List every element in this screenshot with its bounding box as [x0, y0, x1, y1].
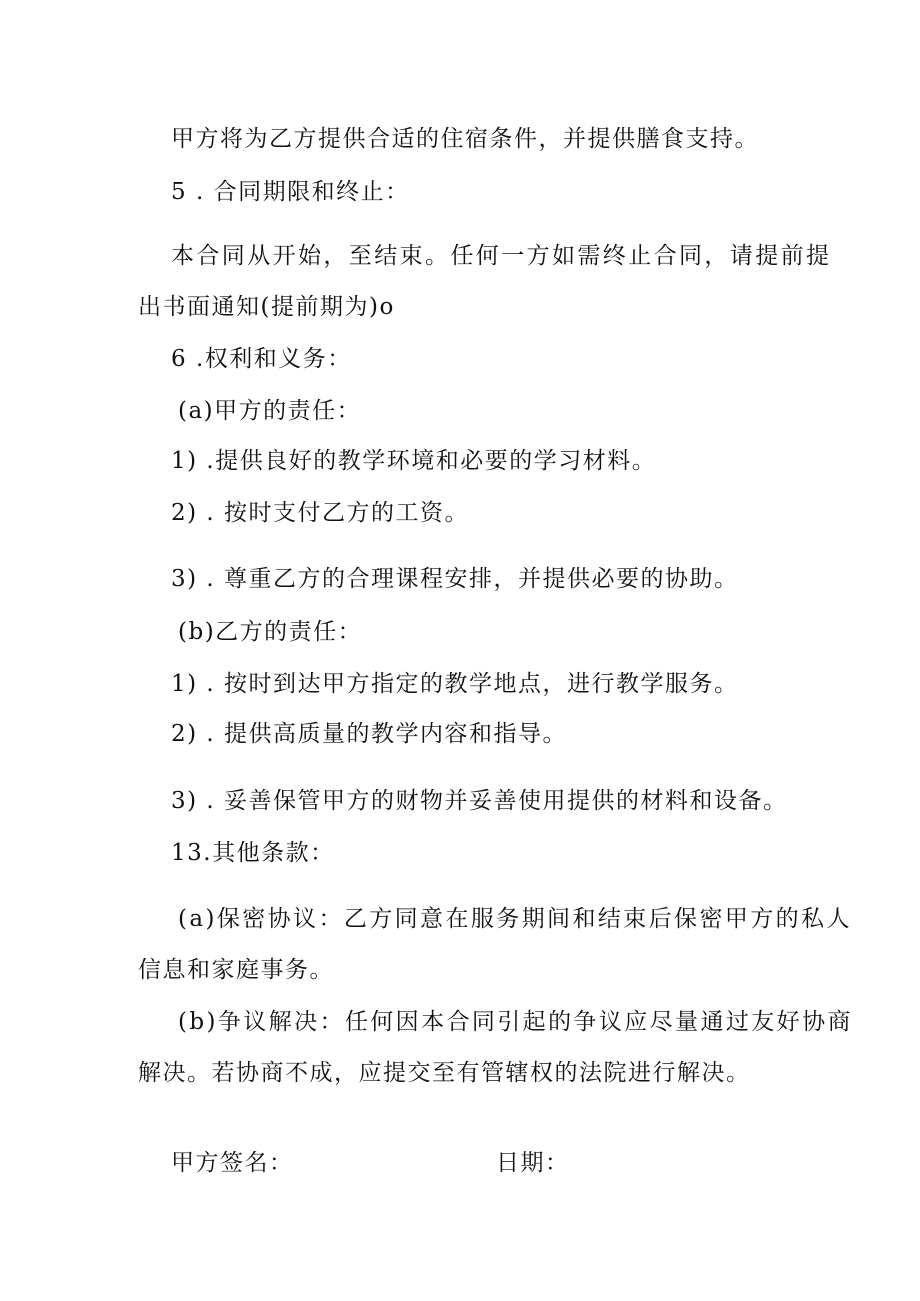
heading-contract-term: 5 . 合同期限和终止：	[171, 179, 410, 205]
list-item-a-3: 3) . 尊重乙方的合理课程安排，并提供必要的协助。	[171, 566, 739, 592]
paragraph-confidentiality-line-2: 信息和家庭事务。	[138, 957, 334, 983]
paragraph-dispute-line-1: (b)争议解决：任何因本合同引起的争议应尽量通过友好协商	[178, 1009, 853, 1035]
list-item-b-1: 1) . 按时到达甲方指定的教学地点，进行教学服务。	[171, 671, 739, 697]
paragraph-confidentiality-line-1: (a)保密协议：乙方同意在服务期间和结束后保密甲方的私人	[178, 906, 852, 932]
party-a-signature-label: 甲方签名：	[171, 1150, 294, 1176]
list-item-a-1: 1) .提供良好的教学环境和必要的学习材料。	[171, 448, 657, 474]
paragraph-dispute-line-2: 解决。若协商不成，应提交至有管辖权的法院进行解决。	[138, 1060, 751, 1086]
list-item-b-2: 2) . 提供高质量的教学内容和指导。	[171, 721, 568, 747]
list-item-a-2: 2) . 按时支付乙方的工资。	[171, 500, 470, 526]
subheading-party-b-duties: (b)乙方的责任：	[178, 619, 363, 645]
date-label: 日期：	[496, 1150, 570, 1176]
subheading-party-a-duties: (a)甲方的责任：	[178, 398, 362, 424]
heading-other-terms: 13.其他条款：	[171, 840, 335, 866]
heading-rights-obligations: 6 .权利和义务：	[171, 346, 352, 372]
paragraph-term-line-1: 本合同从开始，至结束。任何一方如需终止合同，请提前提	[171, 243, 832, 269]
paragraph-accommodation: 甲方将为乙方提供合适的住宿条件，并提供膳食支持。	[171, 126, 759, 152]
list-item-b-3: 3) . 妥善保管甲方的财物并妥善使用提供的材料和设备。	[171, 788, 788, 814]
paragraph-term-line-2: 出书面通知(提前期为)o	[138, 294, 395, 320]
